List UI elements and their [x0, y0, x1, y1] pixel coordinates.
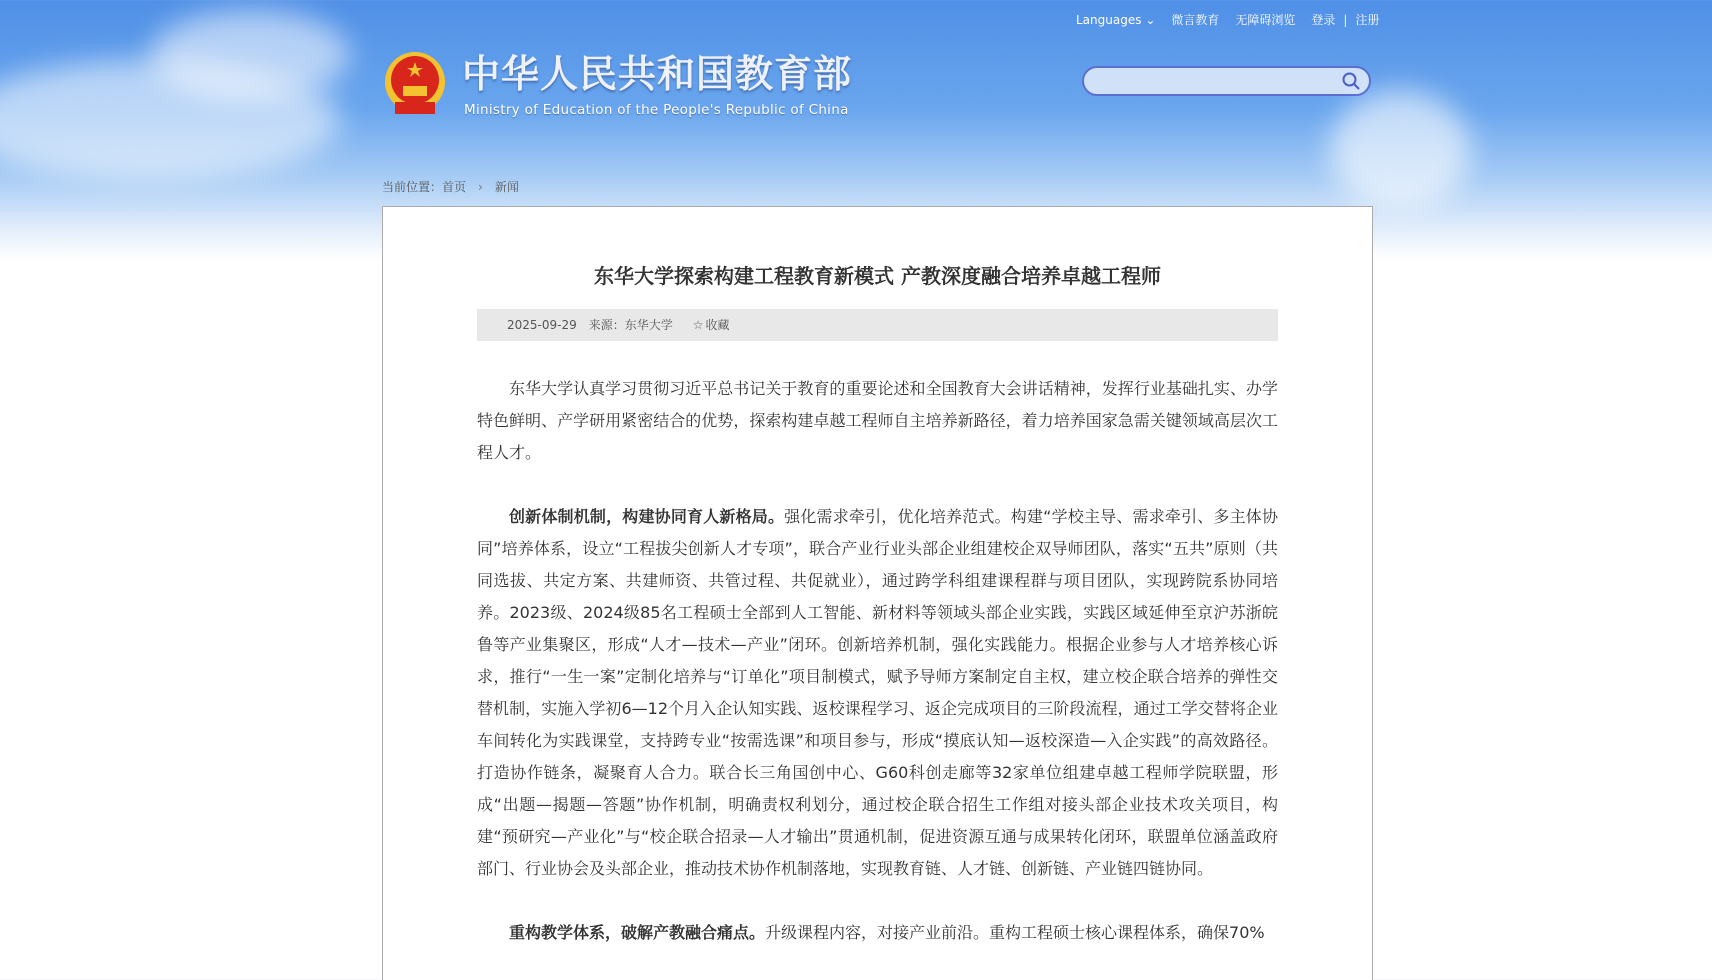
national-emblem-logo: [383, 50, 447, 118]
nav-accessibility[interactable]: 无障碍浏览: [1235, 13, 1296, 27]
nav-weiyan[interactable]: 微言教育: [1171, 13, 1220, 27]
breadcrumb-label: 当前位置：: [382, 180, 443, 194]
favorite-label: 收藏: [705, 318, 730, 332]
search-input[interactable]: [1096, 68, 1336, 94]
login-link[interactable]: 登录: [1311, 13, 1336, 27]
article-paragraph: [477, 373, 1278, 469]
languages-label: Languages: [1076, 13, 1142, 27]
paragraph-text: 东华大学认真学习贯彻习近平总书记关于教育的重要论述和全国教育大会讲话精神，发挥行业基础扎实、办学特色鲜明、产学研用紧密结合的优势，探索构建卓越工程师自主培养新路径，着力培养国家急需关键领域高层次工程人才。: [477, 379, 1278, 462]
ministry-name-en: Ministry of Education of the People's Republic of China: [464, 102, 849, 118]
paragraph-text: 升级课程内容，对接产业前沿。重构工程硕士核心课程体系，确保70%: [765, 923, 1265, 942]
register-link[interactable]: 注册: [1355, 13, 1380, 27]
divider: |: [1343, 13, 1348, 27]
paragraph-text: 强化需求牵引，优化培养范式。构建“学校主导、需求牵引、多主体协同”培养体系，设立“工程拔尖创新人才专项”，联合产业行业头部企业组建校企双导师团队，落实“五共”原则（共同选拔、共定方案、共建师资、共管过程、共促就业），通过跨学科组建课程群与项目团队，实现跨院系协同培养。2023级、2024级85名工程硕士全部到人工智能、新材料等领域头部企业实践，实践区域延伸至京沪苏浙皖鲁等产业集聚区，形成“人才—技术—产业”闭环。创新培养机制，强化实践能力。根据企业参与人才培养核心诉求，推行“一生一案”定制化培养与“订单化”项目制模式，赋予导师方案制定自主权，建立校企联合培养的弹性交替机制，实施入学初6—12个月入企认知实践、返校课程学习、返企完成项目的三阶段流程，通过工学交替将企业车间转化为实践课堂，支持跨专业“按需选课”和项目参与，形成“摸底认知—返校深造—入企实践”的高效路径。打造协作链条，凝聚育人合力。联合长三角国创中心、G60科创走廊等32家单位组建卓越工程师学院联盟，形成“出题—揭题—答题”协作机制，明确责权利划分，通过校企联合招生工作组对接头部企业技术攻关项目，构建“预研究—产业化”与“校企联合招录—人才输出”贯通机制，促进资源互通与成果转化闭环，联盟单位涵盖政府部门、行业协会及头部企业，推动技术协作机制落地，实现教育链、人才链、创新链、产业链四链协同。: [477, 507, 1278, 878]
breadcrumb-home[interactable]: 首页: [442, 180, 467, 194]
favorite-button[interactable]: [693, 317, 730, 333]
top-nav: [1076, 12, 1379, 28]
paragraph-lead: 重构教学体系，破解产教融合痛点。: [509, 923, 766, 942]
article-title: 东华大学探索构建工程教育新模式 产教深度融合培养卓越工程师: [594, 264, 1161, 288]
search-box: [1082, 66, 1371, 96]
ministry-name-cn: 中华人民共和国教育部: [462, 52, 853, 96]
star-icon: ☆: [692, 318, 704, 332]
article-container: [382, 206, 1373, 980]
article-paragraph: [477, 501, 1278, 885]
languages-dropdown[interactable]: [1076, 12, 1155, 28]
article-paragraph: [477, 917, 1278, 949]
dandelion-decoration: [1330, 90, 1470, 210]
article-body: [477, 373, 1278, 980]
cloud-decoration: [150, 10, 350, 100]
chevron-right-icon: ›: [478, 180, 483, 194]
breadcrumb: [382, 179, 519, 195]
article-date: 2025-09-29: [507, 318, 577, 332]
auth-links: [1311, 12, 1379, 28]
paragraph-lead: 创新体制机制，构建协同育人新格局。: [509, 507, 785, 526]
search-icon[interactable]: [1341, 71, 1361, 96]
breadcrumb-current[interactable]: 新闻: [494, 180, 519, 194]
chevron-down-icon: ⌄: [1145, 13, 1156, 27]
article-source: 来源：东华大学: [588, 318, 673, 332]
article-meta-bar: [477, 309, 1278, 341]
